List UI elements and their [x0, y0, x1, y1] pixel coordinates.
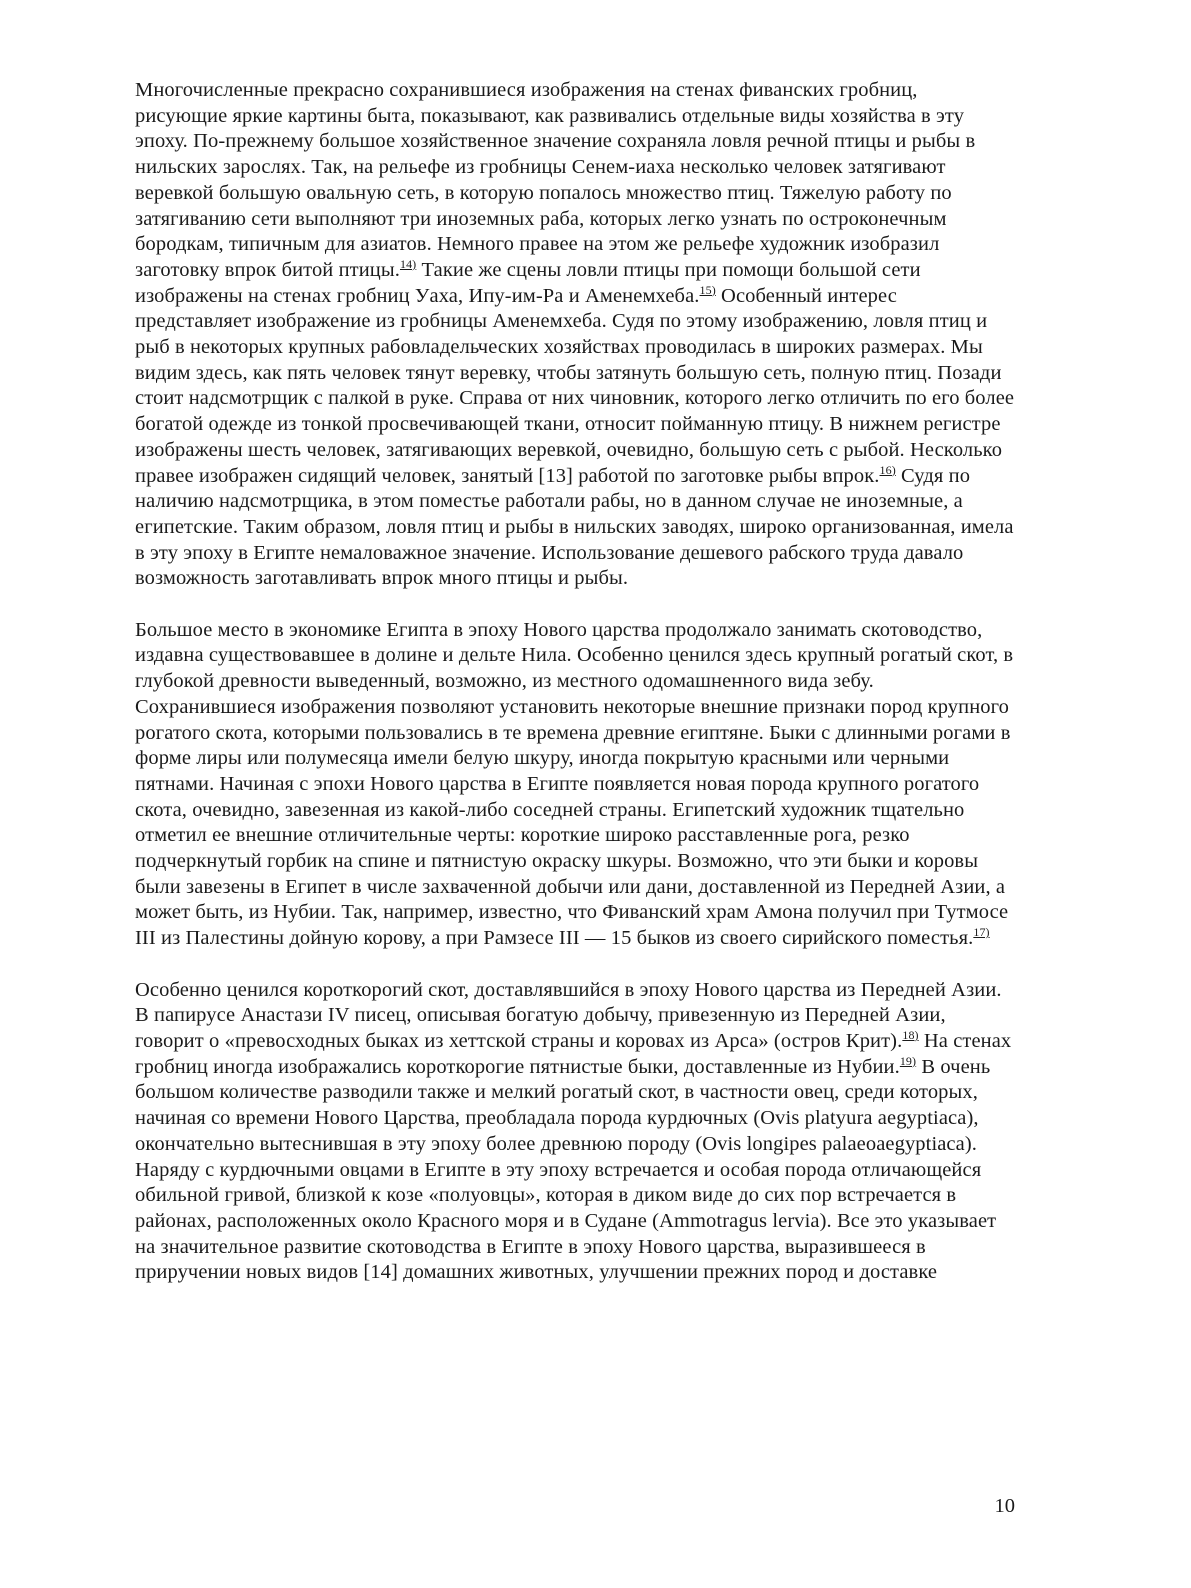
footnote-link-15[interactable]: 15) [699, 282, 716, 297]
paragraph-2 [135, 618, 1015, 952]
paragraph-text: Многочисленные прекрасно сохранившиеся изображения на стенах фиванских гробниц, рисующие яркие картины быта, показывают, как развивались отдельные виды хозяйства в эту эпоху. По-прежнему большое хозяйственное значение сохраняла ловля речной птицы и рыбы в нильских зарослях. Так, на рельефе из гробницы Сенем-иаха несколько человек затягивают веревкой большую овальную сеть, в которую попалось множество птиц. Тяжелую работу по затягиванию сети выполняют три иноземных раба, которых легко узнать по остроконечным бородкам, типичным для азиатов. Немного правее на этом же рельефе художник изобразил заготовку впрок битой птицы. [135, 79, 976, 281]
paragraph-text: Особенно ценился короткорогий скот, доставлявшийся в эпоху Нового царства из Передней Азии. В папирусе Анастази IV писец, описывая богатую добычу, привезенную из Передней Азии, говорит о «превосходных быках из хеттской страны и коровах из Арса» (остров Крит). [135, 978, 1002, 1052]
page-number: 10 [994, 1495, 1015, 1517]
paragraph-text: Большое место в экономике Египта в эпоху Нового царства продолжало занимать скотоводство, издавна существовавшее в долине и дельте Нила. Особенно ценился здесь крупный рогатый скот, в глубокой древности выведенный, возможно, из местного одомашненного вида зебу. Сохранившиеся изображения позволяют установить некоторые внешние признаки пород крупного рогатого скота, которыми пользовались в те времена древние египтяне. Быки с длинными рогами в форме лиры или полумесяца имели белую шкуру, иногда покрытую красными или черными пятнами. Начиная с эпохи Нового царства в Египте появляется новая порода крупного рогатого скота, очевидно, завезенная из какой-либо соседней страны. Египетский художник тщательно отметил ее внешние отличительные черты: короткие широко расставленные рога, резко подчеркнутый горбик на спине и пятнистую окраску шкуры. Возможно, что эти быки и коровы были завезены в Египет в числе захваченной добычи или дани, доставленной из Передней Азии, а может быть, из Нубии. Так, например, известно, что Фиванский храм Амона получил при Тутмосе III из Палестины дойную корову, а при Рамзесе III — 15 быков из своего сирийского поместья. [135, 618, 1014, 950]
page-body [135, 78, 1015, 1286]
paragraph-text: В очень большом количестве разводили также и мелкий рогатый скот, в частности овец, среди которых, начиная со времени Нового Царства, преобладала порода курдючных (Ovis platyura aegyptiaca), окончательно вытеснившая в эту эпоху более древнюю породу (Ovis longipes palaeoaegyptiaca). Наряду с курдючными овцами в Египте в эту эпоху встречается и особая порода отличающейся обильной гривой, близкой к козе «полуовцы», которая в диком виде до сих пор встречается в районах, расположенных около Красного моря и в Судане (Ammotragus lervia). Все это указывает на значительное развитие скотоводства в Египте в эпоху Нового царства, выразившееся в приручении новых видов [14] домашних животных, улучшении прежних пород и доставке [135, 1055, 997, 1284]
paragraph-text: На стенах гробниц иногда изображались короткорогие пятнистые быки, доставленные из Нубии. [135, 1029, 1012, 1078]
paragraph-text: Такие же сцены ловли птицы при помощи большой сети изображены на стенах гробниц Уаха, Ипу-им-Ра и Аменемхеба. [135, 258, 921, 307]
footnote-link-17[interactable]: 17) [973, 925, 990, 940]
footnote-link-14[interactable]: 14) [399, 257, 417, 272]
footnote-link-19[interactable]: 19) [899, 1053, 917, 1068]
paragraph-text: Судя по наличию надсмотрщика, в этом поместье работали рабы, но в данном случае не иноземные, а египетские. Таким образом, ловля птиц и рыбы в нильских заводях, широко организованная, имела в эту эпоху в Египте немаловажное значение. Использование дешевого рабского труда давало возможность заготавливать впрок много птицы и рыбы. [135, 464, 1014, 590]
paragraph-text: Особенный интерес представляет изображение из гробницы Аменемхеба. Судя по этому изображению, ловля птиц и рыб в некоторых крупных рабовладельческих хозяйствах проводилась в широких размерах. Мы видим здесь, как пять человек тянут веревку, чтобы затянуть большую сеть, полную птиц. Позади стоит надсмотрщик с палкой в руке. Справа от них чиновник, которого легко отличить по его более богатой одежде из тонкой просвечивающей ткани, относит пойманную птицу. В нижнем регистре изображены шесть человек, затягивающих веревкой, очевидно, большую сеть с рыбой. Несколько правее изображен сидящий человек, занятый [13] работой по заготовке рыбы впрок. [135, 284, 1015, 487]
paragraph-1 [135, 78, 1015, 592]
footnote-link-16[interactable]: 16) [879, 462, 896, 477]
paragraph-3 [135, 978, 1015, 1286]
footnote-link-18[interactable]: 18) [902, 1028, 919, 1043]
